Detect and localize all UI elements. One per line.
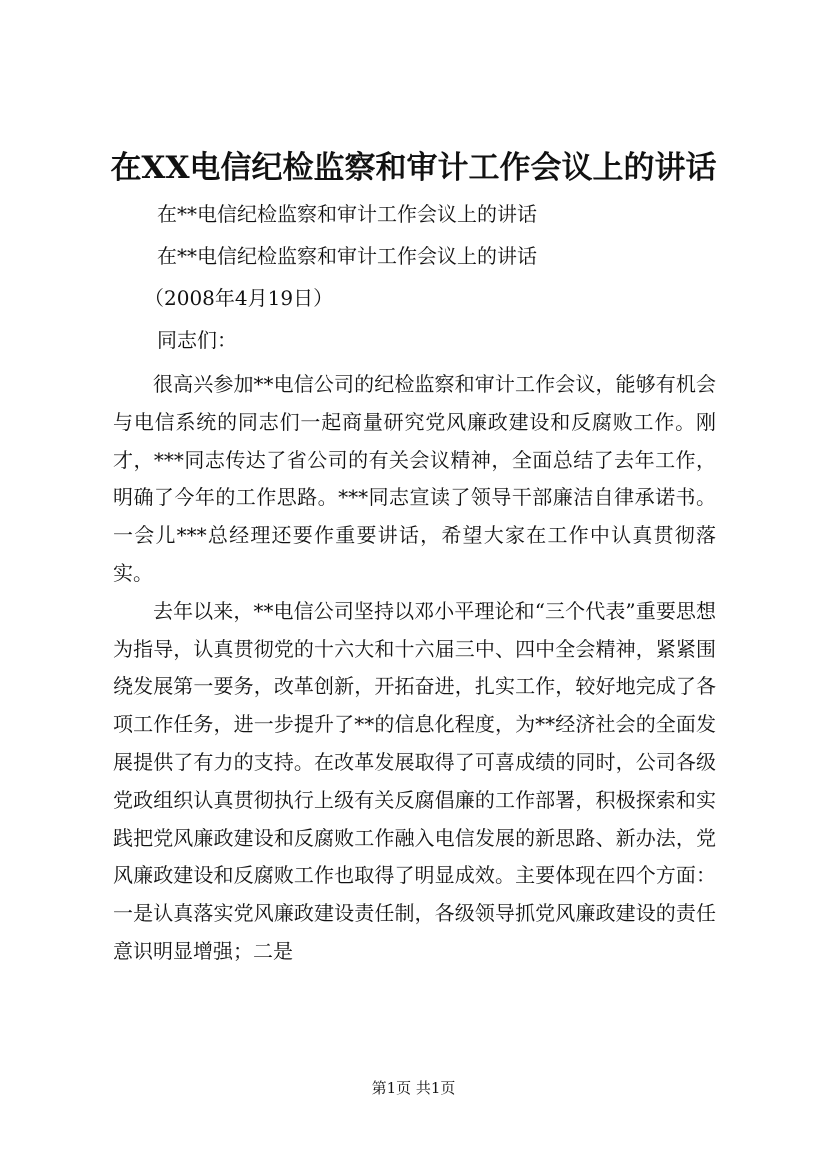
subtitle-line-2: 在**电信纪检监察和审计工作会议上的讲话	[157, 244, 537, 268]
speech-date: （2008年4月19日）	[144, 286, 334, 310]
document-title: 在XX电信纪检监察和审计工作会议上的讲话	[110, 150, 717, 186]
salutation: 同志们：	[157, 328, 237, 352]
paragraph: 很高兴参加**电信公司的纪检监察和审计工作会议，能够有机会与电信系统的同志们一起商量研究党风廉政建设和反腐败工作。刚才，***同志传达了省公司的有关会议精神，全面总结了去年工作，明确了今年的工作思路。***同志宣读了领导干部廉洁自律承诺书。一会儿***总经理还要作重要讲话，希望大家在工作中认真贯彻落实。	[113, 372, 716, 585]
subtitle-line-1: 在**电信纪检监察和审计工作会议上的讲话	[157, 202, 537, 226]
paragraph: 去年以来，**电信公司坚持以邓小平理论和“三个代表”重要思想为指导，认真贯彻党的十六大和十六届三中、四中全会精神，紧紧围绕发展第一要务，改革创新，开拓奋进，扎实工作，较好地完成了各项工作任务，进一步提升了**的信息化程度，为**经济社会的全面发展提供了有力的支持。在改革发展取得了可喜成绩的同时，公司各级党政组织认真贯彻执行上级有关反腐倡廉的工作部署，积极探索和实践把党风廉政建设和反腐败工作融入电信发展的新思路、新办法，党风廉政建设和反腐败工作也取得了明显成效。主要体现在四个方面：一是认真落实党风廉政建设责任制，各级领导抓党风廉政建设的责任意识明显增强；二是	[113, 598, 716, 963]
page-footer: 第1页 共1页	[371, 1079, 456, 1097]
speech-body	[113, 366, 716, 971]
